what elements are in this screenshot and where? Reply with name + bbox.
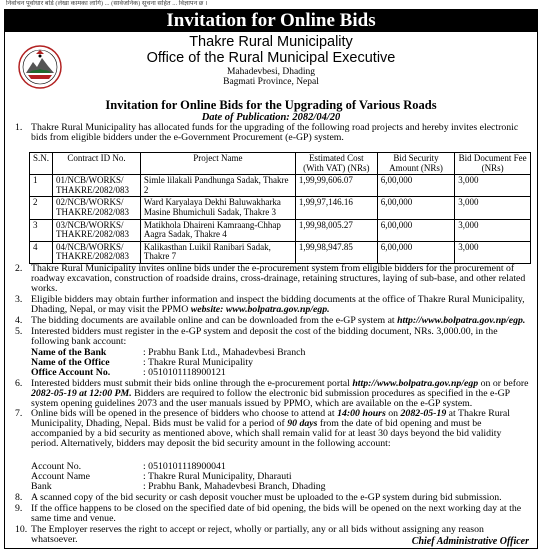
bid-validity: 90 days	[287, 417, 318, 429]
address-line: Bagmati Province, Nepal	[223, 77, 319, 87]
bank-detail-key: Name of the Office	[31, 357, 110, 368]
item-number: 6.	[15, 378, 23, 389]
cell-estimated-cost: 1,99,98,005.27	[295, 219, 377, 241]
bank-detail-key: Bank	[31, 481, 52, 492]
cell-contract-id: 01/NCB/WORKS/ THAKRE/2082/083	[53, 175, 141, 197]
bank-detail-value: : Prabhu Bank Ltd., Mahadevbesi Branch	[143, 347, 306, 358]
projects-table	[29, 152, 531, 264]
cell-sn: 1	[30, 175, 53, 197]
cell-project-name: Simle lilakali Pandhunga Sadak, Thakre 2	[140, 175, 295, 197]
ppmo-website-link[interactable]: website: www.bolpatra.gov.np/egp.	[190, 303, 330, 315]
cell-sn: 4	[30, 241, 53, 263]
opening-date: 2082-05-19	[400, 408, 447, 419]
bank-detail-key: Office Account No.	[31, 367, 111, 378]
cell-document-fee: 3,000	[455, 175, 531, 197]
item-number: 5.	[15, 326, 23, 337]
egp-system-link[interactable]: http://www.bolpatra.gov.np/egp.	[397, 315, 526, 326]
item-number: 7.	[15, 408, 23, 419]
table-row	[30, 197, 531, 219]
header-estimated-cost: Estimated Cost (With VAT) (NRs)	[295, 153, 377, 175]
notice-item-1	[15, 123, 529, 143]
item-text-plain: at Thakre Rural Municipality, Dhading, Nepal. Bids must be valid for a period of	[31, 408, 510, 429]
item-text	[31, 409, 529, 449]
item-number: 2.	[15, 263, 23, 274]
notice-item-4	[15, 316, 529, 326]
item-text: If the office happens to be closed on the specified date of bid opening, the bids will be opened on the next working day at the same time and venue.	[31, 503, 522, 524]
item-text-plain: Bidders are required to follow the electronic bid submission procedures as specified in the e-GP system opening guidelines 2073 and the user manuals issued by PPMO, which are available on the e-GP system.	[31, 387, 510, 409]
item-text	[31, 295, 529, 315]
item-text-plain: on or before	[478, 378, 529, 389]
header-bid-security: Bid Security Amount (NRs)	[377, 153, 455, 175]
submission-deadline: 2082-05-19 at 12:00 PM.	[31, 387, 132, 399]
address-line: Mahadevbesi, Dhading	[226, 67, 316, 77]
item-number: 10.	[15, 524, 28, 535]
table-row	[30, 219, 531, 241]
item-text: Interested bidders must register in the e-GP system and deposit the cost of the bidding document, NRs. 3,000.00, in the following bank account:	[31, 326, 498, 347]
item-text	[31, 379, 529, 409]
notice-item-6	[15, 379, 529, 409]
banner-title: Invitation for Online Bids	[5, 10, 537, 32]
egp-portal-link[interactable]: http://www.bolpatra.gov.np/egp	[352, 378, 479, 389]
notice-frame	[4, 9, 538, 549]
bank-detail-value: : Thakre Rural Municipality, Dharauti	[143, 471, 292, 482]
item-number: 4.	[15, 315, 23, 326]
item-text: The Employer reserves the right to accept or reject, wholly or partially, any or all bids without assigning any reason whatsoever.	[31, 524, 484, 545]
cell-bid-security: 6,00,000	[377, 241, 455, 263]
bank-detail-value: : Thakre Rural Municipality	[143, 357, 254, 368]
notice-item-9	[15, 504, 529, 524]
cell-estimated-cost: 1,99,97,146.16	[295, 197, 377, 219]
table-row	[30, 175, 531, 197]
item-text-plain: Interested bidders must submit their bids online through the e-procurement portal	[31, 378, 353, 389]
cell-project-name: Kalikasthan Luikil Ranibari Sadak, Thakre 7	[140, 241, 295, 263]
bank-detail-row	[31, 482, 326, 492]
cell-contract-id: 03/NCB/WORKS/ THAKRE/2082/083	[53, 219, 141, 241]
cell-project-name: Matikhola Dhaireni Kamraang-Chhap Aagra Sadak, Thakre 4	[140, 219, 295, 241]
cell-project-name: Ward Karyalaya Dekhi Baluwakharka Masine Bhumichuli Sadak, Thakre 3	[140, 197, 295, 219]
bank-detail-value: : 0510101118900121	[143, 367, 226, 378]
bank-detail-row	[31, 368, 226, 378]
notice-item-5	[15, 327, 529, 347]
item-number: 9.	[15, 503, 23, 514]
publication-date: Date of Publication: 2082/04/20	[201, 112, 341, 123]
header-contract-id: Contract ID No.	[53, 153, 141, 175]
organization-office: Office of the Rural Municipal Executive	[146, 50, 396, 66]
bank-detail-key: Name of the Bank	[31, 347, 107, 358]
notice-item-3	[15, 295, 529, 315]
item-text	[31, 316, 529, 326]
cell-sn: 3	[30, 219, 53, 241]
bank-detail-value: : Prabhu Bank, Mahadevbesi Branch, Dhading	[143, 481, 326, 492]
table-header-row	[30, 153, 531, 175]
table-row	[30, 241, 531, 263]
cell-estimated-cost: 1,99,98,947.85	[295, 241, 377, 263]
organization-name: Thakre Rural Municipality	[189, 34, 353, 50]
item-text-plain: Online bids will be opened in the presence of bidders who choose to attend at	[31, 408, 338, 419]
header-project-name: Project Name	[140, 153, 295, 175]
item-text-plain: The bidding documents are available online and can be downloaded from the e-GP system at	[31, 315, 398, 326]
bank-detail-key: Account No.	[31, 461, 82, 472]
newspaper-top-strip: निर्वाचन पूर्वाधार बोर्ड (लेखा कामका लागि) ... (सार्वजनिक) सूचना सहित ... विज्ञापन छ ।	[6, 0, 208, 7]
cell-document-fee: 3,000	[455, 219, 531, 241]
opening-time: 14:00 hours	[337, 408, 386, 419]
notice-item-2	[15, 264, 529, 294]
item-text-plain: on	[385, 408, 401, 419]
bank-detail-key: Account Name	[31, 471, 91, 482]
header-document-fee: Bid Document Fee (NRs)	[455, 153, 531, 175]
cell-document-fee: 3,000	[455, 241, 531, 263]
notice-subtitle: Invitation for Online Bids for the Upgrading of Various Roads	[105, 98, 437, 112]
bank-detail-value: : 0510101118900041	[143, 461, 226, 472]
cell-document-fee: 3,000	[455, 197, 531, 219]
item-text-plain: Eligible bidders may obtain further information and inspect the bidding documents at the office of Thakre Rural Municipality, Dhading, Nepal, or may visit the PPMO	[31, 294, 525, 315]
item-number: 3.	[15, 294, 23, 305]
item-text: Thakre Rural Municipality invites online bids under the e-procurement system from eligible bidders for the procurement of roadway excavation, construction of roadside drains, cross-drainage, retaining structures, laying of sub-base, and other related works.	[31, 263, 526, 294]
signature-title: Chief Administrative Officer	[411, 536, 529, 547]
cell-contract-id: 02/NCB/WORKS/ THAKRE/2082/083	[53, 197, 141, 219]
cell-sn: 2	[30, 197, 53, 219]
item-text-plain: from the date of bid opening and must be accompanied by a bid security as mentioned above, which shall remain valid for at least 30 days beyond the bid validity period. Alternatively, bidders may deposit the bid security amount in the following account:	[31, 417, 502, 449]
item-number: 8.	[15, 492, 23, 503]
cell-contract-id: 04/NCB/WORKS/ THAKRE/2082/083	[53, 241, 141, 263]
notice-item-7	[15, 409, 529, 449]
cell-estimated-cost: 1,99,99,606.07	[295, 175, 377, 197]
cell-bid-security: 6,00,000	[377, 197, 455, 219]
item-text: Thakre Rural Municipality has allocated funds for the upgrading of the following road projects and hereby invites electronic bids from eligible bidders under the e-Government Procurement (e-GP) system.	[31, 122, 519, 143]
header-sn: S.N.	[30, 153, 53, 175]
cell-bid-security: 6,00,000	[377, 219, 455, 241]
item-number: 1.	[15, 122, 23, 133]
item-text: A scanned copy of the bid security or cash deposit voucher must be uploaded to the e-GP system during bid submission.	[31, 492, 502, 503]
notice-item-8	[15, 493, 529, 503]
cell-bid-security: 6,00,000	[377, 175, 455, 197]
